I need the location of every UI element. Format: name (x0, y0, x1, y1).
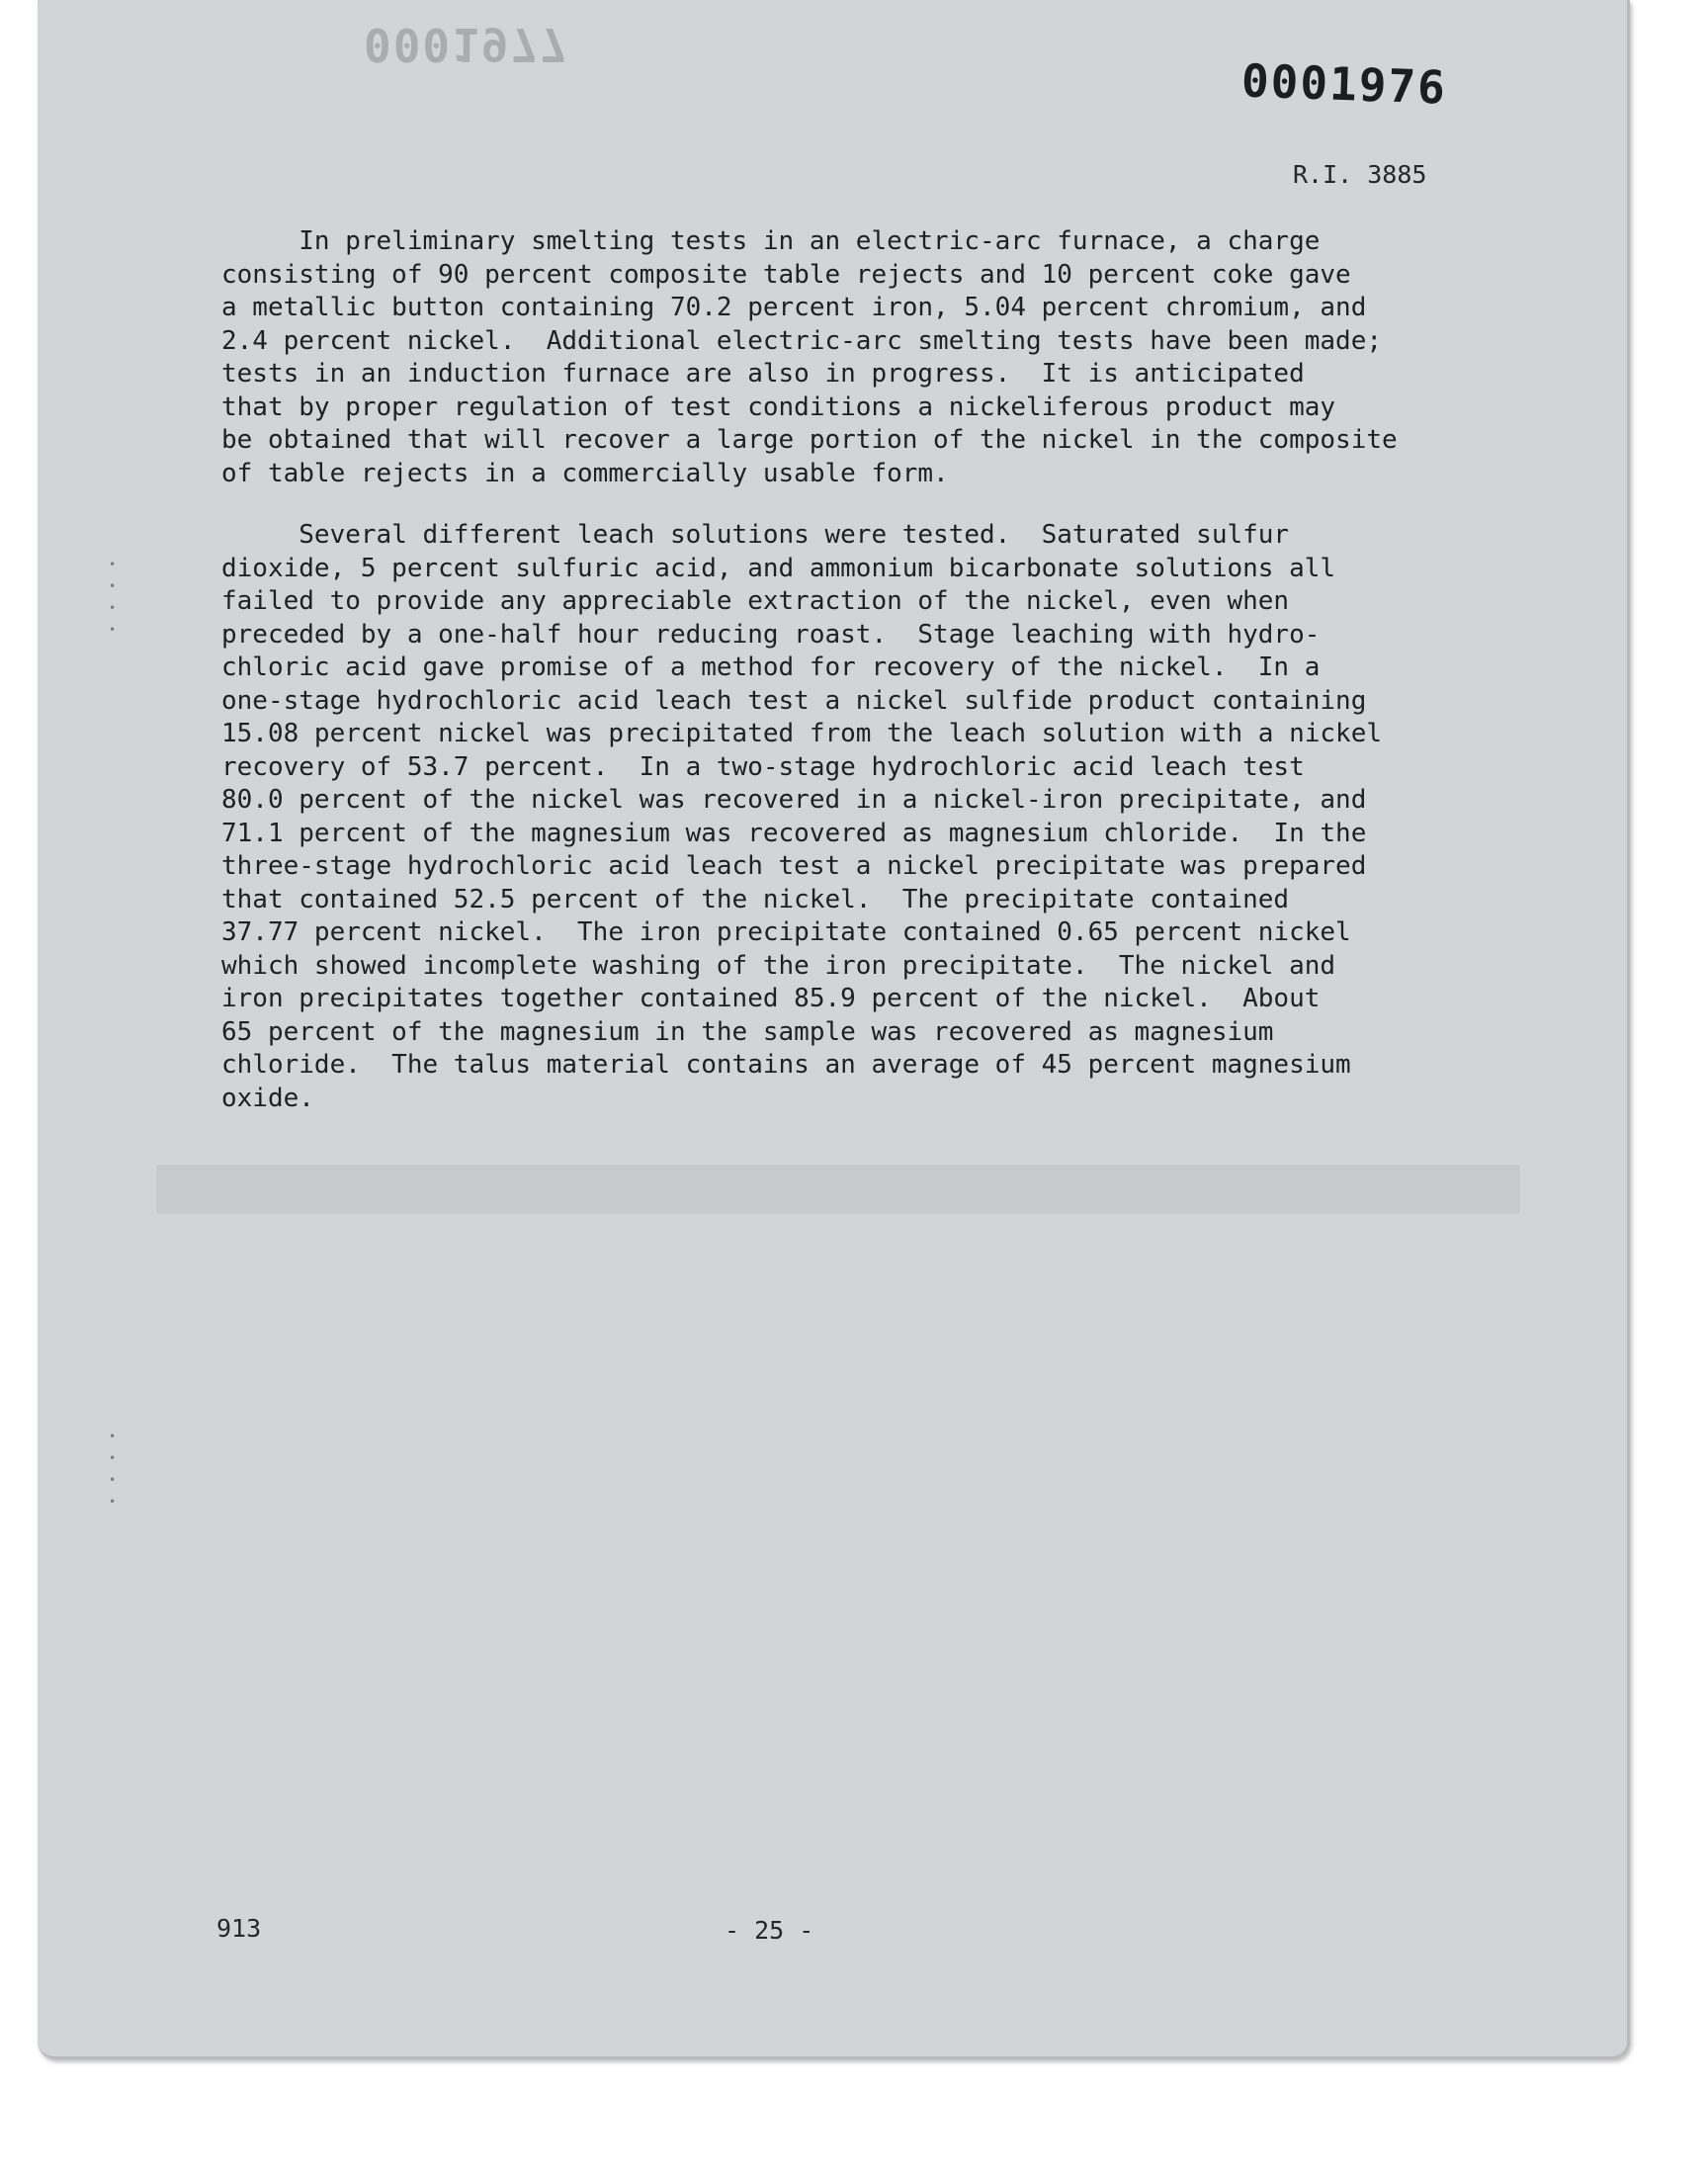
footer-code: 913 (216, 1914, 262, 1943)
margin-marks: • • • • (109, 558, 117, 637)
bleed-through-smudge (156, 1165, 1520, 1214)
page-number: - 25 - (725, 1916, 814, 1945)
paragraph-leach-solutions: Several different leach solutions were tested. Saturated sulfur dioxide, 5 percent sulfuric acid, and ammonium bicarbonate solutions all failed to provide any appreciable extraction of the nickel, even when preceded by a one-half hour reducing roast. Stage leaching with hydro- chloric acid gave promise of a method for recovery of the nickel. In a one-stage hydrochloric acid leach test a nickel sulfide product containing 15.08 percent nickel was precipitated from the leach solution with a nickel recovery of 53.7 percent. In a two-stage hydrochloric acid leach test 80.0 percent of the nickel was recovered in a nickel-iron precipitate, and 71.1 percent of the magnesium was recovered as magnesium chloride. In the three-stage hydrochloric acid leach test a nickel precipitate was prepared that contained 52.5 percent of the nickel. The precipitate contained 37.77 percent nickel. The iron precipitate contained 0.65 percent nickel which showed incomplete washing of the iron precipitate. The nickel and iron precipitates together contained 85.9 percent of the nickel. About 65 percent of the magnesium in the sample was recovered as magnesium chloride. The talus material contains an average of 45 percent magnesium oxide. (221, 520, 1382, 1113)
paragraph-smelting-tests: In preliminary smelting tests in an electric-arc furnace, a charge consisting of 90 percent composite table rejects and 10 percent coke gave a metallic button containing 70.2 percent iron, 5.04 percent chromium, and 2.4 percent nickel. Additional electric-arc smelting tests have been made; tests in an induction furnace are also in progress. It is anticipated that by proper regulation of test conditions a nickeliferous product may be obtained that will recover a large portion of the nickel in the composite of table rejects in a commercially usable form. (221, 226, 1398, 488)
margin-marks: • • • • (109, 1430, 117, 1509)
document-page (38, 0, 1630, 2059)
document-stamp-number: 0001976 (1240, 53, 1448, 115)
report-id: R.I. 3885 (1293, 160, 1427, 189)
bleed-through-stamp: 0001977 (364, 18, 569, 71)
